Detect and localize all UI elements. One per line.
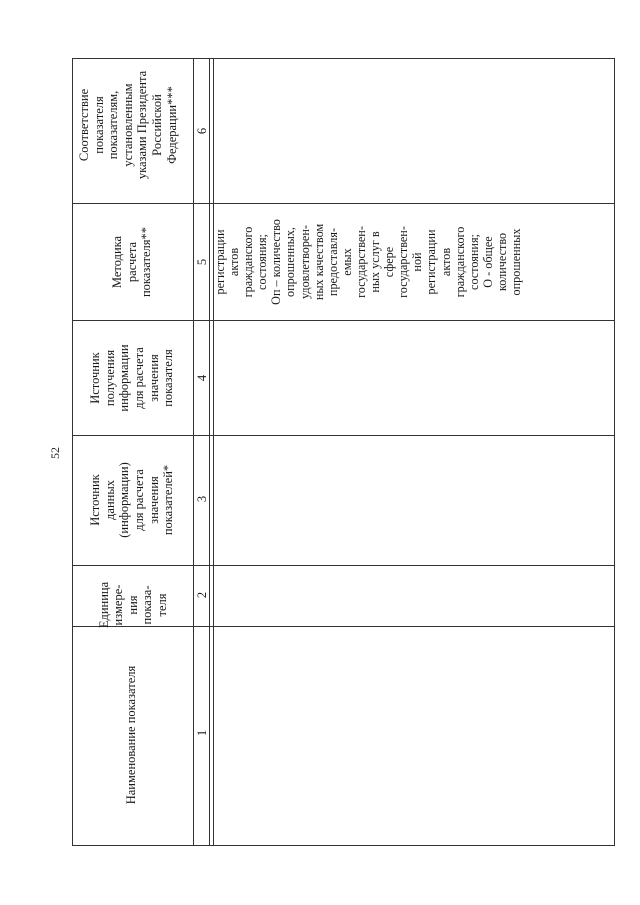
col-number-2: 2: [195, 591, 209, 599]
number-row-bottom-double: [213, 58, 214, 846]
col-border: [72, 565, 615, 566]
header-5: Методика расчета показателя**: [110, 226, 154, 298]
table: [72, 58, 615, 846]
header-row-bottom: [193, 58, 194, 846]
col-number-1: 1: [195, 729, 209, 737]
col-border: [72, 845, 615, 846]
header-1: Наименование показателя: [124, 665, 138, 805]
header-6: Соответствие показателя показателям, установленным указами Президента Российской Федерации***: [77, 70, 179, 180]
col-number-6: 6: [195, 127, 209, 135]
page-number: 52: [48, 447, 62, 459]
header-3: Источник данных (информации) для расчета значения показателей*: [88, 462, 176, 538]
col-number-5: 5: [195, 258, 209, 266]
header-2: Единица измере- ния показа- теля: [96, 581, 169, 629]
table-border-bottom: [614, 58, 615, 846]
table-border-top: [72, 58, 73, 846]
col-number-4: 4: [195, 374, 209, 382]
col-number-3: 3: [195, 495, 209, 503]
header-4: Источник получения информации для расчета значения показателя: [88, 344, 176, 412]
number-row-bottom: [209, 58, 210, 846]
